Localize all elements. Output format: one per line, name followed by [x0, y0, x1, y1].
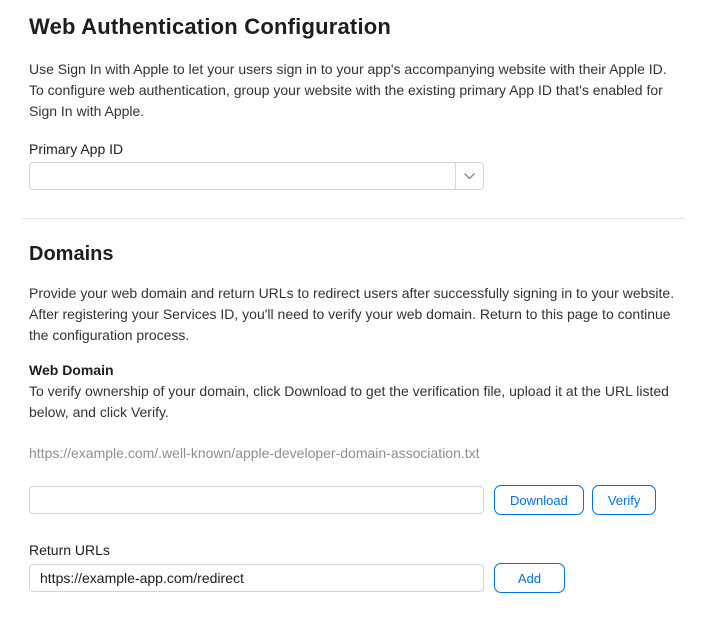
download-button[interactable]: Download — [494, 485, 584, 515]
verify-button[interactable]: Verify — [592, 485, 657, 515]
web-domain-instructions: To verify ownership of your domain, click Download to get the verification file, upload it at the URL listed below, and click Verify. — [29, 383, 669, 420]
return-urls-label: Return URLs — [29, 542, 110, 558]
web-domain-input[interactable] — [29, 486, 484, 514]
web-domain-row — [29, 485, 684, 515]
return-urls-row — [29, 563, 684, 593]
primary-app-id-label: Primary App ID — [29, 141, 124, 157]
add-button[interactable]: Add — [494, 563, 565, 593]
section-divider — [22, 218, 684, 219]
chevron-down-icon — [455, 163, 483, 189]
domains-description: Provide your web domain and return URLs to redirect users after successfully signing in to your website. After registering your Services ID, you'll need to verify your web domain. Return to this page to continue the configuration process. — [29, 285, 675, 343]
verification-file-url: https://example.com/.well-known/apple-developer-domain-association.txt — [29, 445, 480, 461]
web-domain-block — [29, 360, 669, 423]
intro-paragraph: Use Sign In with Apple to let your users sign in to your app's accompanying website with their Apple ID. To configure web authentication, group your website with the existing primary App ID that's enabled for Sign In with Apple. — [29, 61, 667, 119]
web-domain-label: Web Domain — [29, 362, 114, 378]
primary-app-id-select[interactable] — [29, 162, 484, 190]
domains-heading: Domains — [29, 243, 114, 265]
page-title: Web Authentication Configuration — [29, 14, 392, 39]
return-url-input[interactable] — [29, 564, 484, 592]
